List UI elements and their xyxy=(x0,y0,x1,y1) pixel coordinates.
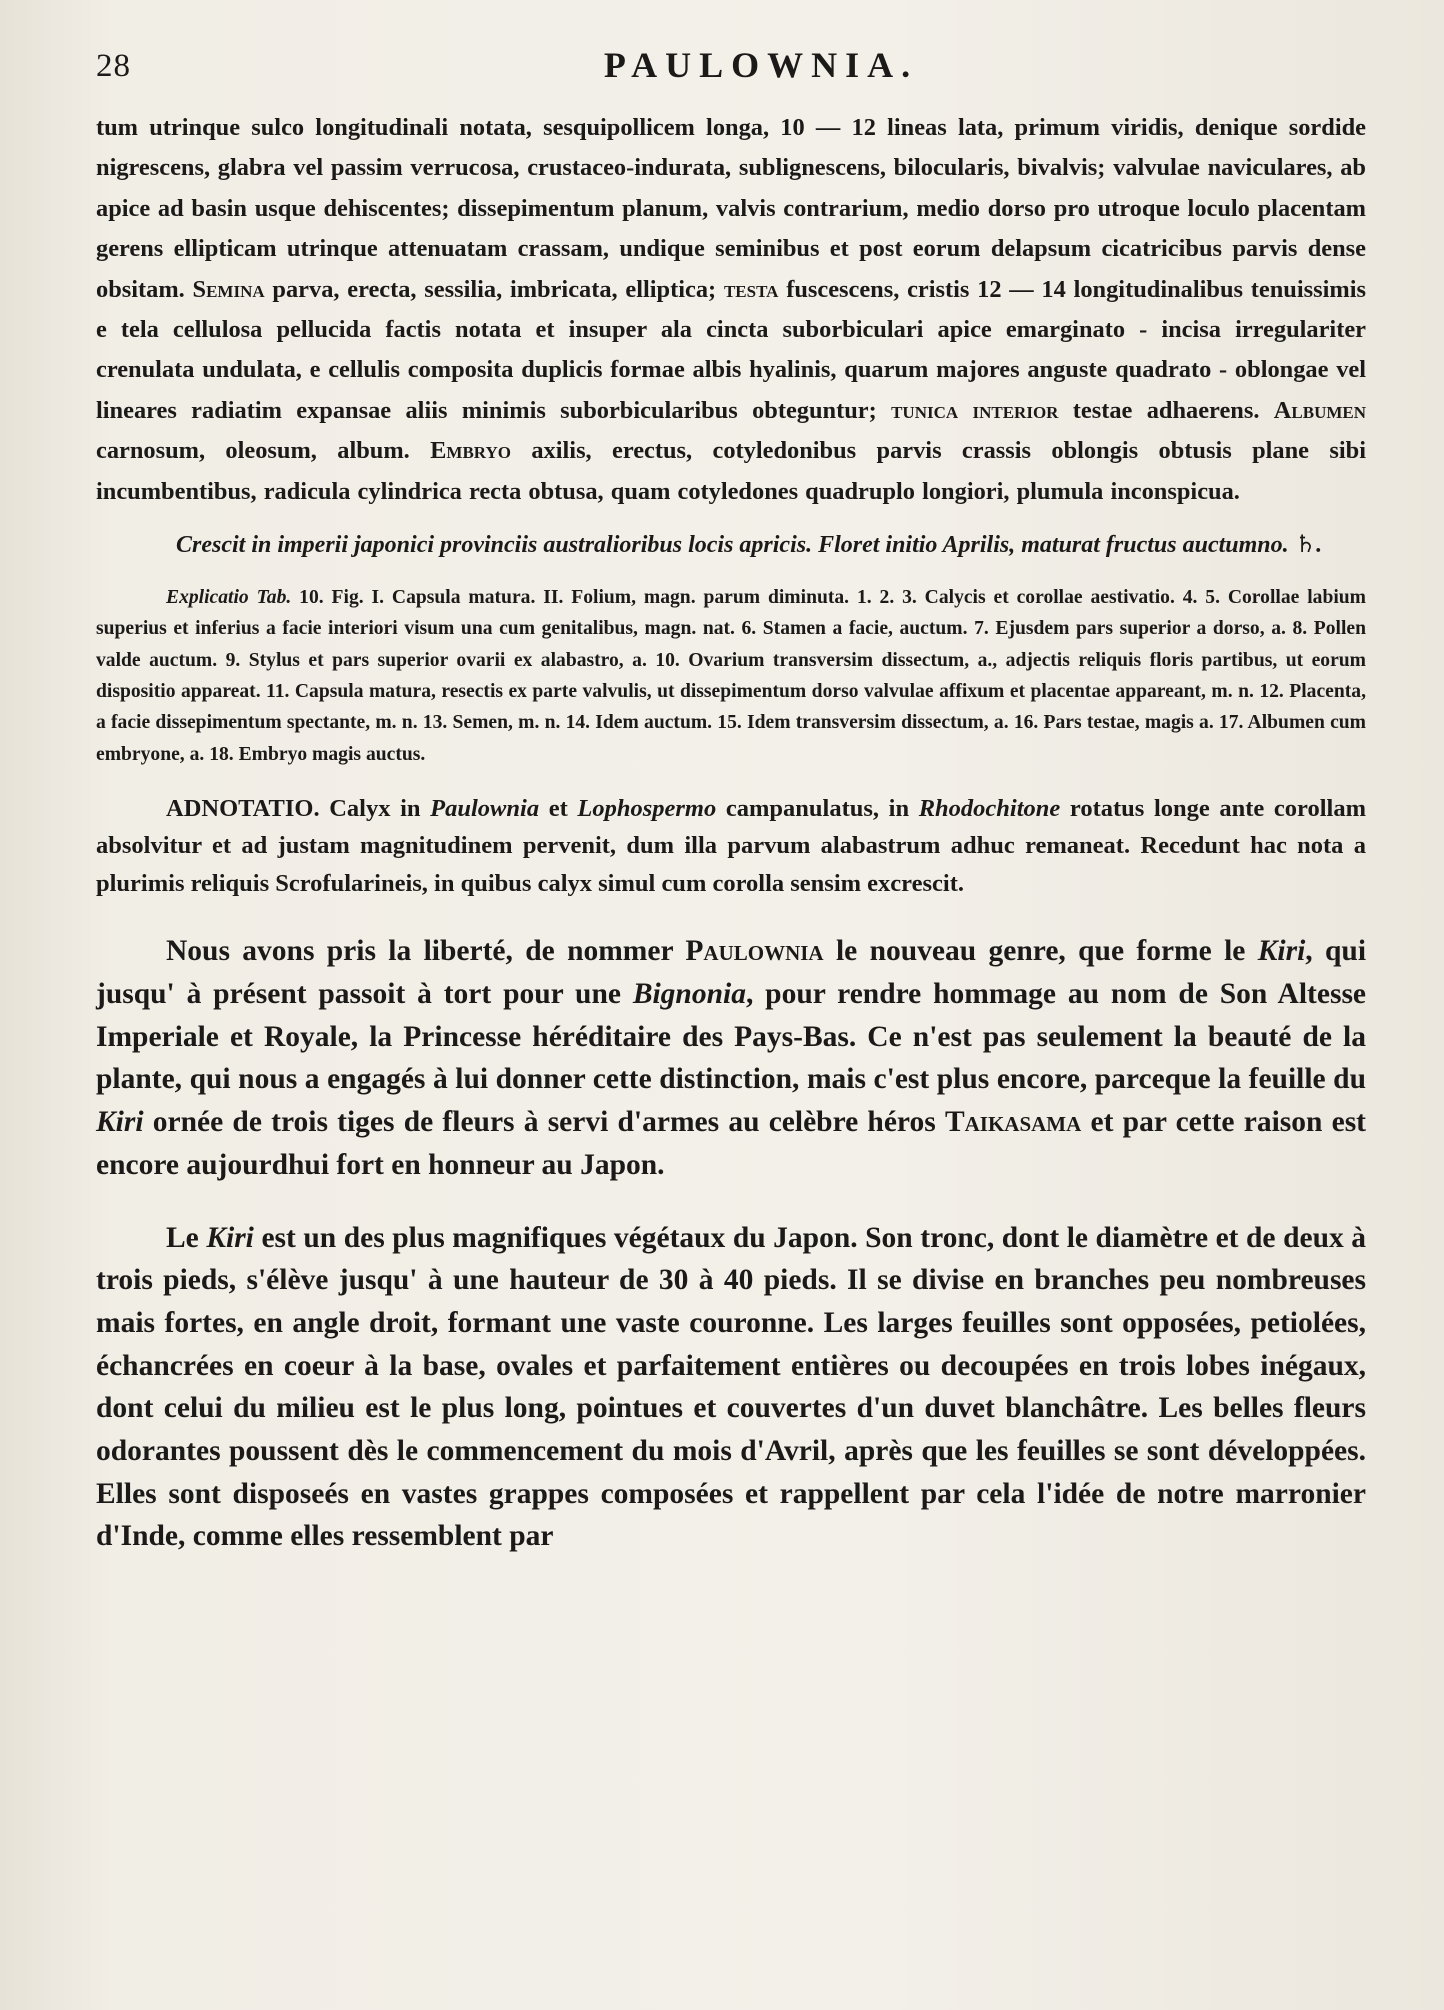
running-title: PAULOWNIA. xyxy=(603,45,919,85)
genus-name: Paulownia xyxy=(430,794,540,822)
french-text: , qui jusqu' à présent passoit à tort pour une xyxy=(96,935,1367,1011)
french-text: est un des plus magnifiques végétaux du Japon. Son tronc, dont le diamètre et de deux à trois pieds, s'élève jusqu' à une hauteur de 30 à 40 pieds. Il se divise en branches peu nombreuses mais fortes, en angle droit, formant une vaste couronne. Les larges feuilles sont opposées, petiolées, échancrées en coeur à la base, ovales et parfaitement entières ou decoupées en trois lobes inégaux, dont celui du milieu est le plus long, pointues et couvertes d'un duvet blanchâtre. Les belles fleurs odorantes poussent dès le commencement du mois d'Avril, après que les feuilles se sont développées. Elles sont disposeés en vastes grappes composées et rappellent par cela l'idée de notre marronier d'Inde, comme elles ressemblent par xyxy=(96,1221,1367,1553)
albumen-label: Albumen xyxy=(1273,396,1367,424)
french-text: Nous avons pris la liberté, de nommer xyxy=(166,935,674,968)
page-number: 28 xyxy=(96,48,131,84)
habitat-note xyxy=(96,526,1366,564)
genus-name: Paulownia xyxy=(685,935,824,968)
french-paragraph-2 xyxy=(96,1217,1366,1559)
testa-label: testa xyxy=(723,275,779,303)
tunica-label: tunica interior xyxy=(891,396,1059,424)
explicatio-label: Explicatio Tab. xyxy=(166,587,292,609)
adnotatio-text: et xyxy=(548,794,568,822)
adnotatio-text: rotatus longe ante corollam absolvitur et ad justam magnitudinem pervenit, dum illa parvum alabastrum adhuc remaneat. Recedunt hac nota a plurimis reliquis Scrofularineis, in quibus calyx simul cum corolla sensim excrescit. xyxy=(96,794,1366,897)
genus-name: Rhodochitone xyxy=(918,794,1061,822)
description-text: tum utrinque sulco longitudinali notata, sesquipollicem longa, 10 — 12 lineas lata, primum viridis, denique sordide nigrescens, glabra vel passim verrucosa, crustaceo-indurata, sublignescens, bilocularis, bivalvis; valvulae naviculares, ab apice ad basin usque dehiscentes; dissepimentum planum, valvis contrarium, medio dorso pro utroque loculo placentam gerens ellipticam utrinque attenuatam crassam, undique seminibus et post eorum delapsum cicatricibus parvis dense obsitam. xyxy=(96,114,1366,303)
semina-label: Semina xyxy=(192,275,265,303)
french-text: et par cette raison est encore aujourdhui fort en honneur au Japon. xyxy=(96,1106,1367,1181)
hero-name: Taikasama xyxy=(944,1106,1082,1139)
genus-name: Bignonia xyxy=(632,978,746,1011)
kiri-name: Kiri xyxy=(206,1221,254,1254)
description-text: carnosum, oleosum, album. xyxy=(96,437,410,465)
kiri-name: Kiri xyxy=(96,1106,144,1139)
shrub-symbol: ♄. xyxy=(1294,532,1323,559)
page-header xyxy=(96,44,1386,94)
french-text: le nouveau genre, que forme le xyxy=(835,935,1246,968)
description-text: testae adhaerens. xyxy=(1072,396,1260,424)
french-text: Le xyxy=(166,1221,199,1254)
page-body xyxy=(96,108,1366,1558)
embryo-label: Embryo xyxy=(430,437,511,465)
description-text: fuscescens, cristis 12 — 14 longitudinalibus tenuissimis e tela cellulosa pellucida factis notata et insuper ala cincta suborbiculari apice emarginato - incisa irregulariter crenulata undulata, e cellulis composita duplicis formae albis hyalinis, quarum majores anguste quadrato - oblongae vel lineares radiatim expansae aliis minimis suborbicularibus obteguntur; xyxy=(96,275,1366,424)
plate-explanation xyxy=(96,582,1366,770)
latin-description xyxy=(96,108,1366,512)
explicatio-text: 10. Fig. I. Capsula matura. II. Folium, magn. parum diminuta. 1. 2. 3. Calycis et corollae aestivatio. 4. 5. Corollae labium superius et inferius a facie interiori visum una cum genitalibus, magn. nat. 6. Stamen a facie, auctum. 7. Ejusdem pars superior a dorso, a. 8. Pollen valde auctum. 9. Stylus et pars superior ovarii ex alabastro, a. 10. Ovarium transversim dissectum, a., adjectis reliquis floris partibus, ut eorum dispositio appareat. 11. Capsula matura, resectis ex parte valvulis, ut dissepimentum dorso valvulae affixum et placentae appareant, m. n. 12. Placenta, a facie dissepimentum spectante, m. n. 13. Semen, m. n. 14. Idem auctum. 15. Idem transversim dissectum, a. 16. Pars testae, magis a. 17. Albumen cum embryone, a. 18. Embryo magis auctus. xyxy=(96,587,1367,765)
french-text: , pour rendre hommage au nom de Son Altesse Imperiale et Royale, la Princesse héréditaire des Pays-Bas. Ce n'est pas seulement la beauté de la plante, qui nous a engagés à lui donner cette distinction, mais c'est plus encore, parceque la feuille du xyxy=(96,978,1367,1096)
adnotatio-text: Calyx in xyxy=(329,794,421,822)
description-text: axilis, erectus, cotyledonibus parvis crassis oblongis obtusis plane sibi incumbentibus, radicula cylindrica recta obtusa, quam cotyledones quadruplo longiori, plumula inconspicua. xyxy=(96,437,1366,505)
kiri-name: Kiri xyxy=(1257,935,1306,968)
adnotatio-text: campanulatus, in xyxy=(725,794,910,822)
adnotatio-note xyxy=(96,790,1366,903)
french-text: ornée de trois tiges de fleurs à servi d'armes au celèbre héros xyxy=(152,1106,936,1139)
french-paragraph-1 xyxy=(96,930,1366,1186)
habitat-text: Crescit in imperii japonici provinciis australioribus locis apricis. Floret initio Aprilis, maturat fructus auctumno. xyxy=(176,532,1289,559)
genus-name: Lophospermo xyxy=(577,794,717,822)
adnotatio-label: ADNOTATIO. xyxy=(166,794,320,822)
description-text: parva, erecta, sessilia, imbricata, elliptica; xyxy=(272,275,717,303)
